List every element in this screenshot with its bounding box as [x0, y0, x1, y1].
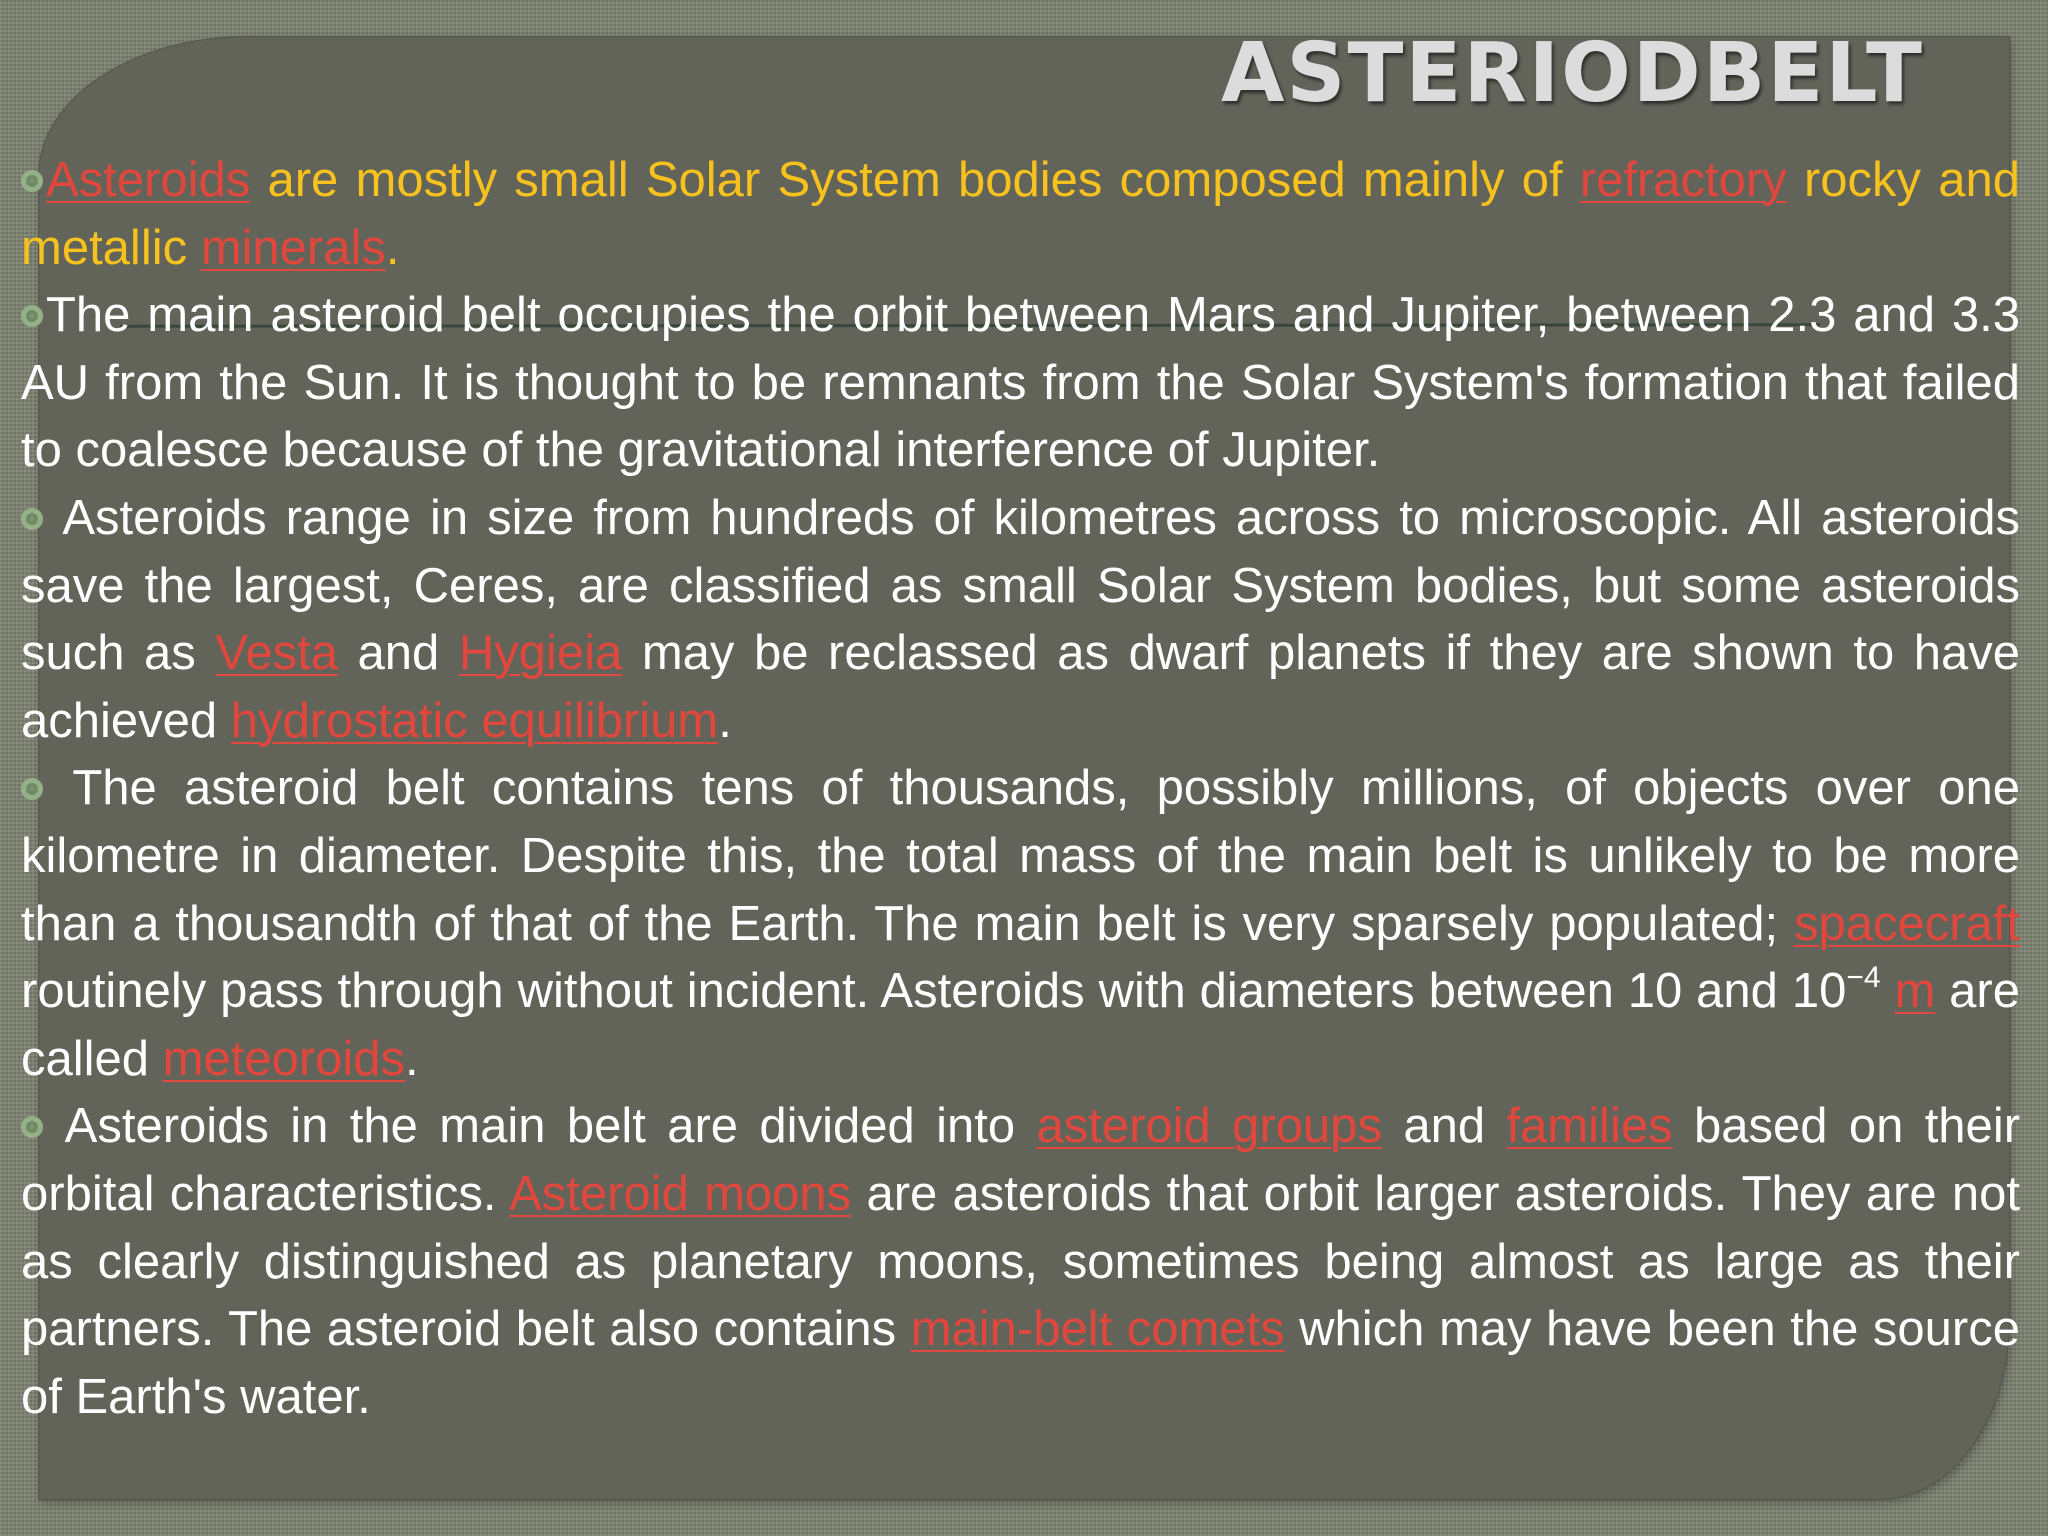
paragraph-5 [21, 1093, 2020, 1431]
slide-content [21, 147, 2020, 1431]
link-hydrostatic-equilibrium[interactable]: hydrostatic equilibrium [230, 693, 719, 748]
link-refractory[interactable]: refractory [1579, 153, 1787, 207]
p5-text-5: which may have been the source of Earth's water. [21, 1302, 2020, 1424]
link-minerals[interactable]: minerals [200, 220, 386, 275]
p4-text-1: The asteroid belt contains tens of thousands, possibly millions, of objects over one kilometre in diameter. Despite this, the total mass of the main belt is unlikely to be more than a thousandth of that of the Earth. The main belt is very sparsely populated; [21, 761, 2020, 951]
circle-bullet-icon [21, 305, 43, 327]
p5-text-2: and [1381, 1099, 1507, 1154]
p4-text-2: routinely pass through without incident. Asteroids with diameters between 10 and 10 [21, 964, 1847, 1019]
circle-bullet-icon [21, 170, 43, 192]
link-families[interactable]: families [1506, 1099, 1673, 1154]
link-asteroids[interactable]: Asteroids [46, 153, 251, 207]
p2-text-1: The main asteroid belt occupies the orbit between Mars and Jupiter, between 2.3 and 3.3 AU from the Sun. It is thought to be remnants from the Solar System's formation that failed to coalesce because of the gravitational interference of Jupiter. [21, 288, 2020, 478]
circle-bullet-icon [21, 778, 43, 800]
p3-text-4: . [718, 693, 732, 748]
link-m[interactable]: m [1894, 964, 1936, 1019]
p1-text-1: are mostly small Solar System bodies composed mainly of [250, 153, 1580, 207]
paragraph-4 [21, 755, 2020, 1093]
circle-bullet-icon [21, 1116, 43, 1138]
p4-text-5: . [405, 1031, 419, 1086]
p3-text-3: may be reclassed as dwarf planets if they are shown to have achieved [21, 626, 2021, 748]
circle-bullet-icon [21, 508, 43, 530]
link-vesta[interactable]: Vesta [215, 626, 338, 681]
p5-text-1: Asteroids in the main belt are divided into [46, 1099, 1037, 1154]
link-asteroid-groups[interactable]: asteroid groups [1036, 1099, 1382, 1154]
link-meteoroids[interactable]: meteoroids [162, 1031, 406, 1086]
p5-text-4: are asteroids that orbit larger asteroids. They are not as clearly distinguished as planetary moons, sometimes being almost as large as their partners. The asteroid belt also contains [21, 1166, 2020, 1357]
p4-superscript: −4 [1846, 961, 1881, 995]
link-main-belt-comets[interactable]: main-belt comets [910, 1302, 1285, 1357]
p1-text-2: rocky and metallic [21, 153, 2020, 275]
slide-title: ASTERIODBELT [1220, 26, 1924, 121]
link-asteroid-moons[interactable]: Asteroid moons [509, 1166, 852, 1221]
p4-text-3 [1881, 964, 1895, 1018]
link-hygieia[interactable]: Hygieia [458, 626, 623, 681]
link-spacecraft[interactable]: spacecraft [1793, 896, 2020, 951]
paragraph-1 [21, 147, 2020, 282]
p4-text-4: are called [21, 964, 2020, 1086]
p3-text-2: and [337, 626, 459, 681]
paragraph-3 [21, 485, 2020, 755]
p1-text-3: . [385, 220, 400, 275]
p3-text-1: Asteroids range in size from hundreds of kilometres across to microscopic. All asteroids save the largest, Ceres, are classified as small Solar System bodies, but some asteroids such as [21, 490, 2020, 681]
p5-text-3: based on their orbital characteristics. [21, 1099, 2021, 1221]
paragraph-2 [21, 282, 2020, 485]
